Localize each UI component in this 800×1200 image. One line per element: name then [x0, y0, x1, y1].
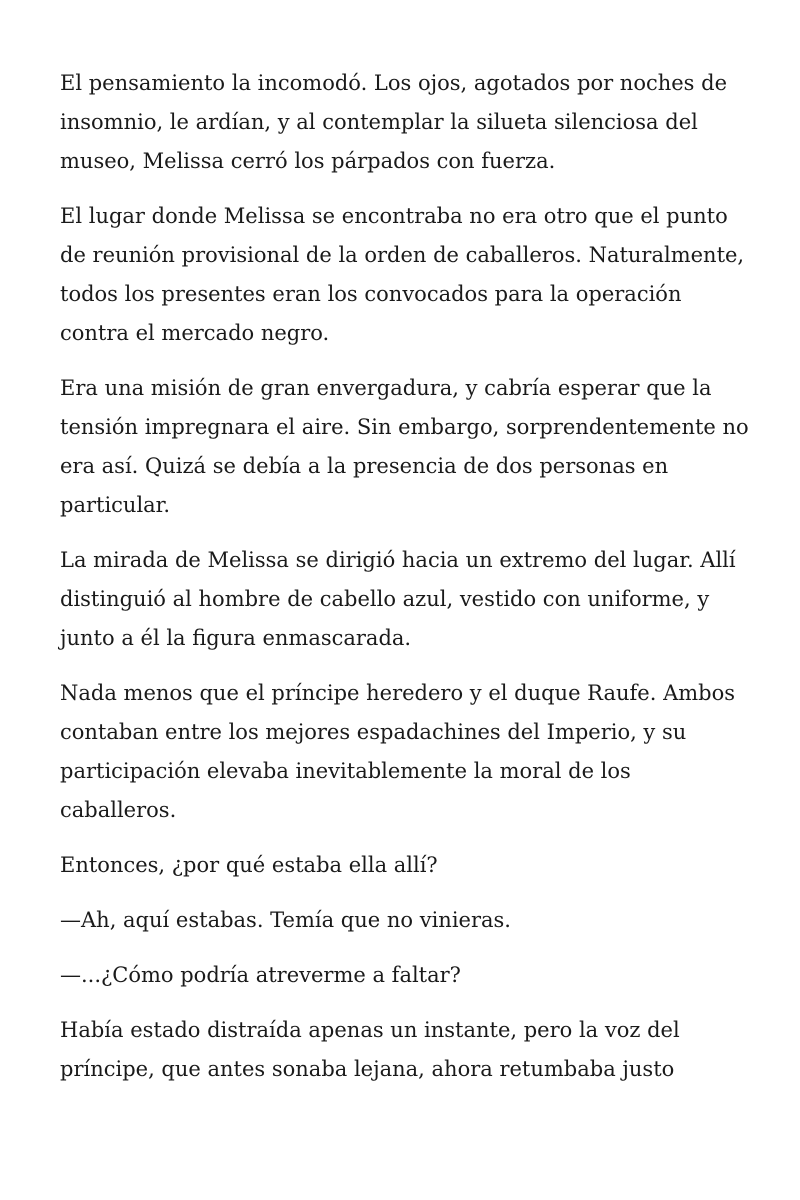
paragraph: Nada menos que el príncipe heredero y el duque Raufe. Ambos contaban entre los mejores espadachines del Imperio, y su participación elevaba inevitablemente la moral de los caballeros.	[60, 681, 736, 822]
paragraph: Era una misión de gran envergadura, y cabría esperar que la tensión impregnara el aire. Sin embargo, sorprendentemente no era así. Quizá se debía a la presencia de dos personas en particular.	[60, 376, 749, 517]
paragraph: La mirada de Melissa se dirigió hacia un extremo del lugar. Allí distinguió al hombre de cabello azul, vestido con uniforme, y junto a él la figura enmascarada.	[60, 548, 736, 650]
document-page	[60, 64, 750, 1105]
paragraph: Había estado distraída apenas un instante, pero la voz del príncipe, que antes sonaba lejana, ahora retumbaba justo	[60, 1018, 680, 1081]
paragraph: El lugar donde Melissa se encontraba no era otro que el punto de reunión provisional de la orden de caballeros. Naturalmente, todos los presentes eran los convocados para la operación contra el mercado negro.	[60, 204, 745, 345]
paragraph: El pensamiento la incomodó. Los ojos, agotados por noches de insomnio, le ardían, y al contemplar la silueta silenciosa del museo, Melissa cerró los párpados con fuerza.	[60, 71, 728, 173]
dialogue-line: —Ah, aquí estabas. Temía que no vinieras.	[60, 908, 511, 932]
paragraph: Entonces, ¿por qué estaba ella allí?	[60, 853, 438, 877]
dialogue-line: —...¿Cómo podría atreverme a faltar?	[60, 963, 461, 987]
